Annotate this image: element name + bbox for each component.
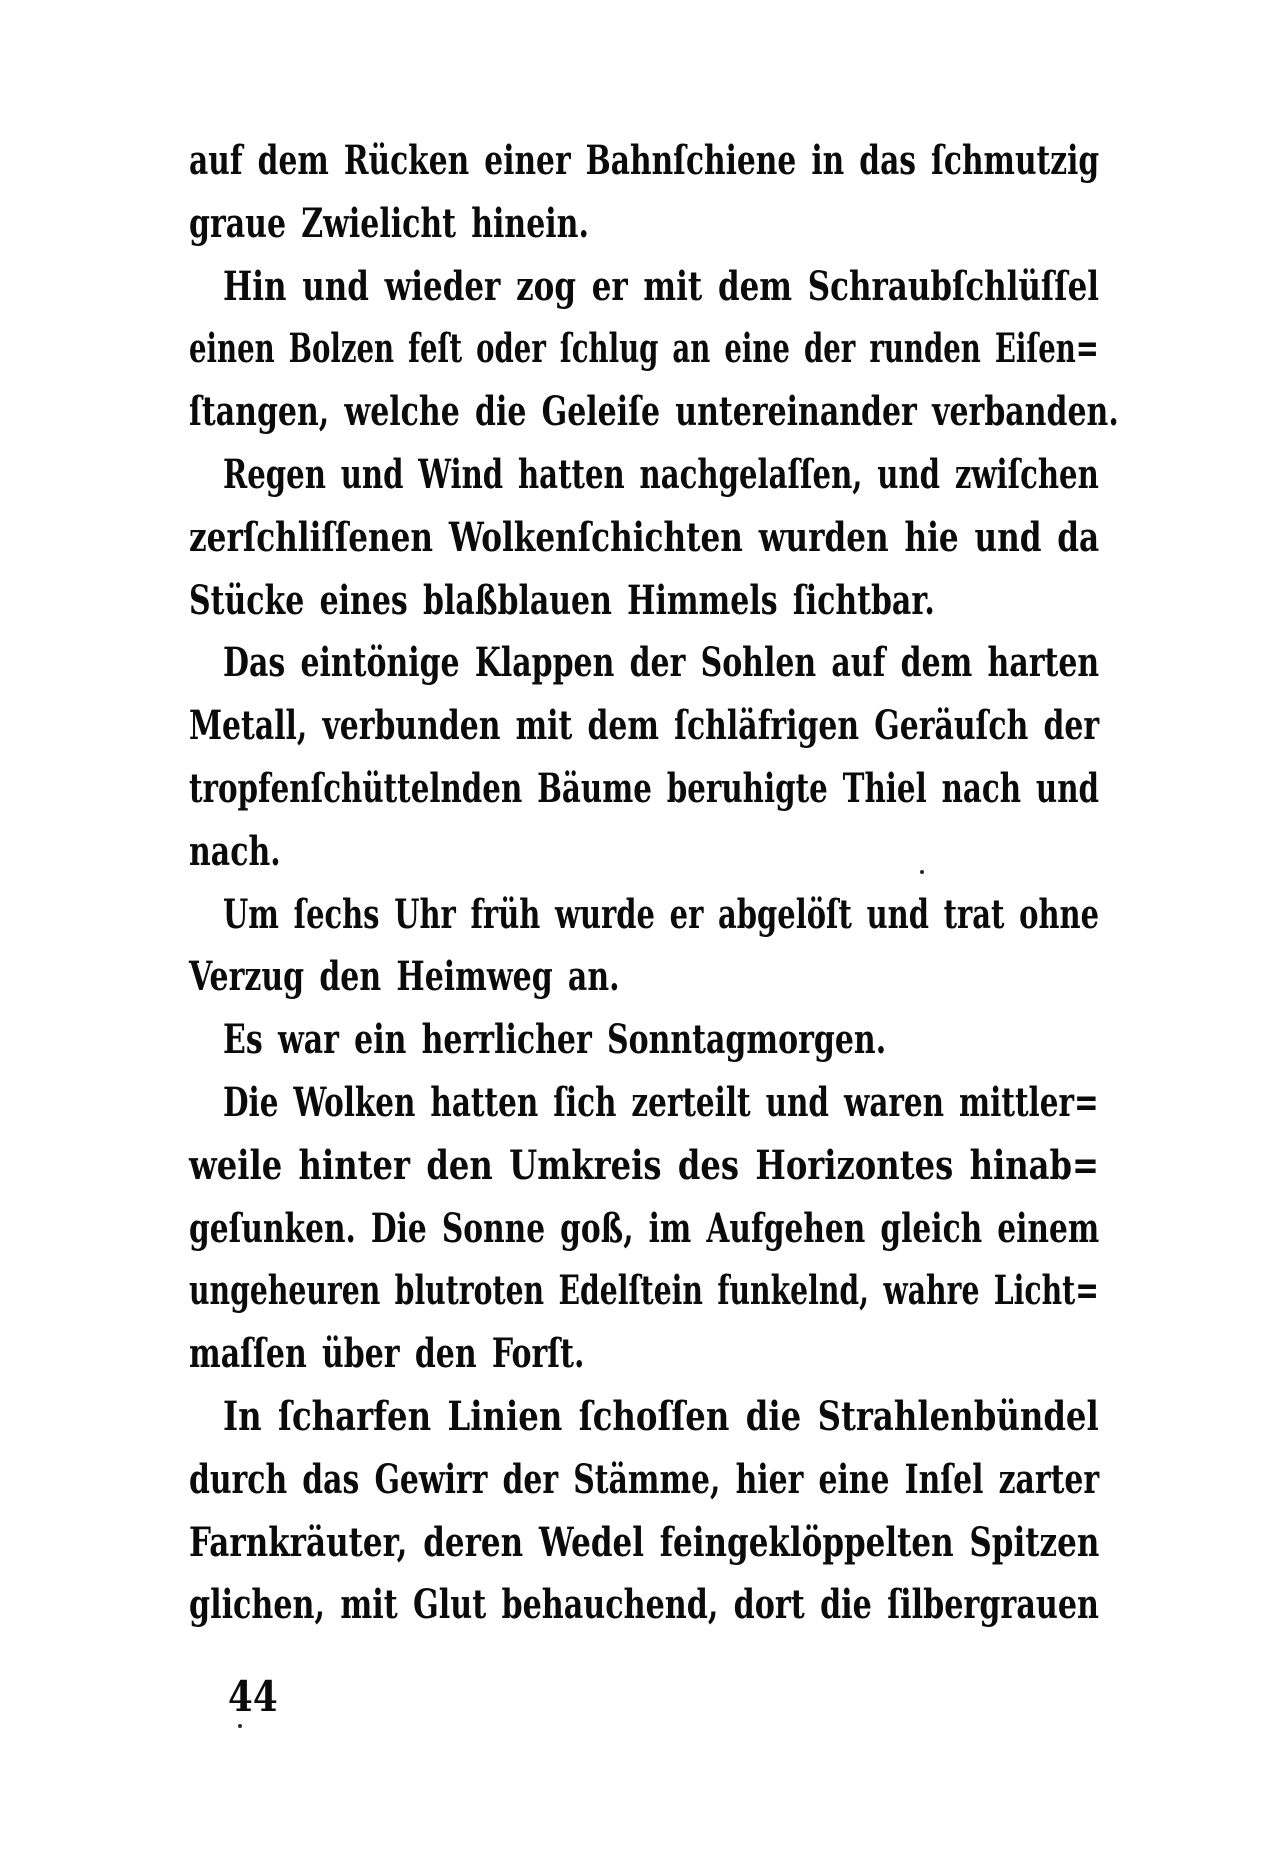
- text-line-content: In ſcharfen Linien ſchoſſen die Strahlenbündel: [223, 1392, 1099, 1440]
- text-line-content: tropfenſchüttelnden Bäume beruhigte Thiel nach und: [189, 764, 1100, 812]
- text-line: [189, 381, 1119, 444]
- text-line-content: durch das Gewirr der Stämme, hier eine Inſel zarter: [189, 1455, 1100, 1503]
- text-line: [189, 884, 1099, 947]
- text-line: [189, 1198, 1099, 1261]
- scan-speck: [920, 870, 924, 874]
- page-text-block: [189, 130, 1119, 1637]
- text-line: [189, 1574, 1099, 1637]
- text-line-content: Verzug den Heimweg an.: [189, 953, 620, 1001]
- text-line: [189, 130, 1099, 193]
- text-line: [189, 256, 1099, 319]
- text-line-content: graue Zwielicht hinein.: [189, 199, 589, 247]
- text-line-content: Metall, verbunden mit dem ſchläfrigen Geräuſch der: [189, 702, 1100, 750]
- text-line-content: Es war ein herrlicher Sonntagmorgen.: [223, 1016, 887, 1064]
- text-line-content: Das eintönige Klappen der Sohlen auf dem harten: [223, 639, 1100, 687]
- text-line: [189, 507, 1099, 570]
- text-line: [189, 695, 1099, 758]
- text-line-content: Regen und Wind hatten nachgelaſſen, und zwiſchen: [223, 450, 1099, 498]
- scan-speck: [238, 1724, 242, 1728]
- text-line-content: weile hinter den Umkreis des Horizontes hinab=: [189, 1141, 1100, 1189]
- text-line: [189, 570, 1099, 633]
- text-line: [189, 632, 1099, 695]
- text-line: [189, 193, 1099, 256]
- text-line: [189, 1260, 1099, 1323]
- text-line: [189, 946, 1099, 1009]
- text-line: [189, 1072, 1099, 1135]
- text-line: [189, 1386, 1099, 1449]
- text-line-content: Hin und wieder zog er mit dem Schraubſchlüſſel: [223, 262, 1100, 310]
- text-line-content: glichen, mit Glut behauchend, dort die ſilbergrauen: [189, 1581, 1099, 1629]
- text-line: [189, 444, 1099, 507]
- text-line: [189, 821, 1099, 884]
- text-line: [189, 758, 1099, 821]
- text-line-content: Die Wolken hatten ſich zerteilt und waren mittler=: [223, 1078, 1099, 1126]
- text-line: [189, 318, 1099, 381]
- text-line: [189, 1512, 1099, 1575]
- text-line-content: Farnkräuter, deren Wedel feingeklöppelten Spitzen: [189, 1518, 1100, 1566]
- text-line: [189, 1009, 1099, 1072]
- text-line-content: auf dem Rücken einer Bahnſchiene in das ſchmutzig: [189, 137, 1100, 184]
- text-line-content: zerſchliſſenen Wolkenſchichten wurden hie und da: [189, 513, 1100, 561]
- text-line: [189, 1449, 1099, 1512]
- text-line-content: Stücke eines blaßblauen Himmels ſichtbar.: [189, 576, 935, 624]
- text-line-content: ungeheuren blutroten Edelſtein funkelnd, wahre Licht=: [189, 1267, 1099, 1315]
- text-line-content: einen Bolzen feſt oder ſchlug an eine der runden Eiſen=: [189, 325, 1099, 373]
- page-number: 44: [228, 1672, 278, 1721]
- text-line: [189, 1135, 1099, 1198]
- text-line-content: geſunken. Die Sonne goß, im Aufgehen gleich einem: [189, 1204, 1100, 1252]
- text-line-content: nach.: [189, 827, 281, 875]
- text-line-content: ſtangen, welche die Geleiſe untereinander verbanden.: [189, 388, 1119, 436]
- text-line-content: Um ſechs Uhr früh wurde er abgelöſt und trat ohne: [223, 890, 1100, 938]
- text-line: [189, 1323, 1099, 1386]
- text-line-content: maſſen über den Forſt.: [189, 1330, 585, 1378]
